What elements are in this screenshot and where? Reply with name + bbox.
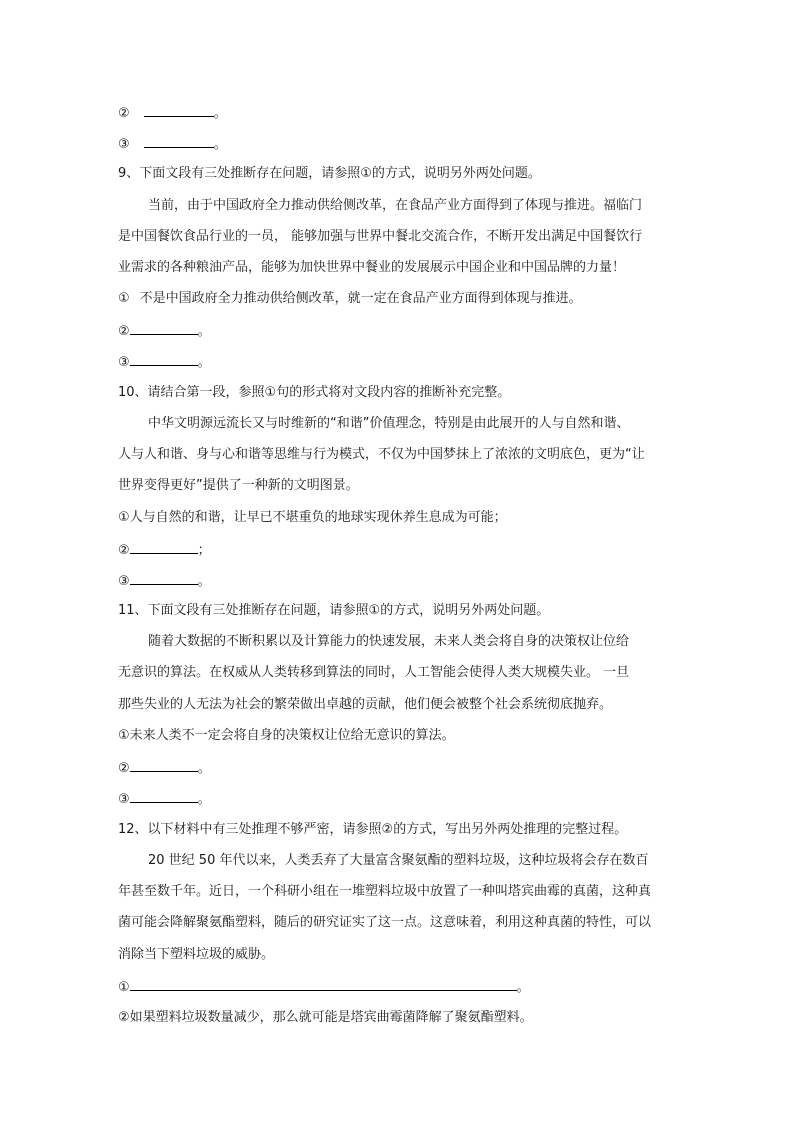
question-11-title: 11、下面文段有三处推断存在问题，请参照①的方式，说明另外两处问题。 bbox=[118, 603, 550, 618]
q11-answer-1: ①未来人类不一定会将自身的决策权让位给无意识的算法。 bbox=[118, 728, 455, 743]
fill-blank[interactable] bbox=[130, 539, 198, 554]
fill-blank[interactable] bbox=[130, 788, 198, 803]
circled-number: ③ bbox=[118, 137, 130, 152]
q10-para-line: 中华文明源远流长又与时维新的“和谐”价值理念，特别是由此展开的人与自然和谐、 bbox=[148, 416, 630, 431]
q9-answer-2: ② 。 bbox=[118, 320, 680, 342]
q12-para-line: 消除当下塑料垃圾的威胁。 bbox=[118, 947, 275, 962]
answer-line-3: ③ 。 bbox=[118, 133, 680, 155]
fill-blank[interactable] bbox=[130, 976, 517, 991]
q9-para-line: 当前，由于中国政府全力推动供给侧改革，在食品产业方面得到了体现与推进。福临门 bbox=[148, 198, 643, 213]
q11-para-line: 随着大数据的不断积累以及计算能力的快速发展，未来人类会将自身的决策权让位给 bbox=[148, 634, 630, 649]
fill-blank[interactable] bbox=[130, 757, 198, 772]
q10-answer-2: ② ； bbox=[118, 539, 680, 561]
q10-answer-3: ③ 。 bbox=[118, 570, 680, 592]
q9-para-line: 是中国餐饮食品行业的一员， 能够加强与世界中餐北交流合作，不断开发出满足中国餐饮行 bbox=[118, 229, 643, 244]
q11-answer-2: ② 。 bbox=[118, 757, 680, 779]
fill-blank[interactable] bbox=[144, 102, 214, 117]
fill-blank[interactable] bbox=[130, 570, 198, 585]
q12-para-line: 菌可能会降解聚氨酯塑料，随后的研究证实了这一点。这意味着，利用这种真菌的特性，可以 bbox=[118, 915, 652, 930]
question-10-title: 10、请结合第一段，参照①句的形式将对文段内容的推断补充完整。 bbox=[118, 385, 511, 400]
q9-para-line: 业需求的各种粮油产品，能够为加快世界中餐业的发展展示中国企业和中国品牌的力量！ bbox=[118, 260, 626, 275]
q12-para-line: 年甚至数千年。近日，一个科研小组在一堆塑料垃圾中放置了一种叫塔宾曲霉的真菌，这种真 bbox=[118, 884, 652, 899]
q11-para-line: 无意识的算法。在权威从人类转移到算法的同时，人工智能会使得人类大规模失业。 一旦 bbox=[118, 665, 630, 680]
fill-blank[interactable] bbox=[144, 133, 214, 148]
circled-number: ① bbox=[118, 291, 130, 306]
q12-answer-2: ②如果塑料垃圾数量减少，那么就可能是塔宾曲霉菌降解了聚氨酯塑料。 bbox=[118, 1010, 533, 1025]
q10-para-line: 世界变得更好”提供了一种新的文明图景。 bbox=[118, 478, 359, 493]
q10-para-line: 人与人和谐、身与心和谐等思维与行为模式，不仅为中国梦抹上了浓浓的文明底色，更为“让 bbox=[118, 447, 645, 462]
answer-line-2: ② 。 bbox=[118, 102, 680, 124]
q11-para-line: 那些失业的人无法为社会的繁荣做出卓越的贡献，他们便会被整个社会系统彻底抛弃。 bbox=[118, 697, 613, 712]
q9-answer-3: ③ 。 bbox=[118, 351, 680, 373]
q12-answer-1: ① 。 bbox=[118, 976, 680, 998]
q9-answer-1: ① 不是中国政府全力推动供给侧改革，就一定在食品产业方面得到体现与推进。 bbox=[118, 289, 680, 309]
question-12-title: 12、以下材料中有三处推理不够严密，请参照②的方式，写出另外两处推理的完整过程。 bbox=[118, 822, 628, 837]
question-9-title: 9、下面文段有三处推断存在问题，请参照①的方式，说明另外两处问题。 bbox=[118, 166, 541, 181]
q12-para-line: 20 世纪 50 年代以来，人类丢弃了大量富含聚氨酯的塑料垃圾，这种垃圾将会存在数百 bbox=[148, 853, 649, 868]
q11-answer-3: ③ 。 bbox=[118, 788, 680, 810]
circled-number: ② bbox=[118, 106, 130, 121]
q10-answer-1: ①人与自然的和谐，让早已不堪重负的地球实现休养生息成为可能； bbox=[118, 510, 507, 525]
fill-blank[interactable] bbox=[130, 320, 198, 335]
fill-blank[interactable] bbox=[130, 351, 198, 366]
